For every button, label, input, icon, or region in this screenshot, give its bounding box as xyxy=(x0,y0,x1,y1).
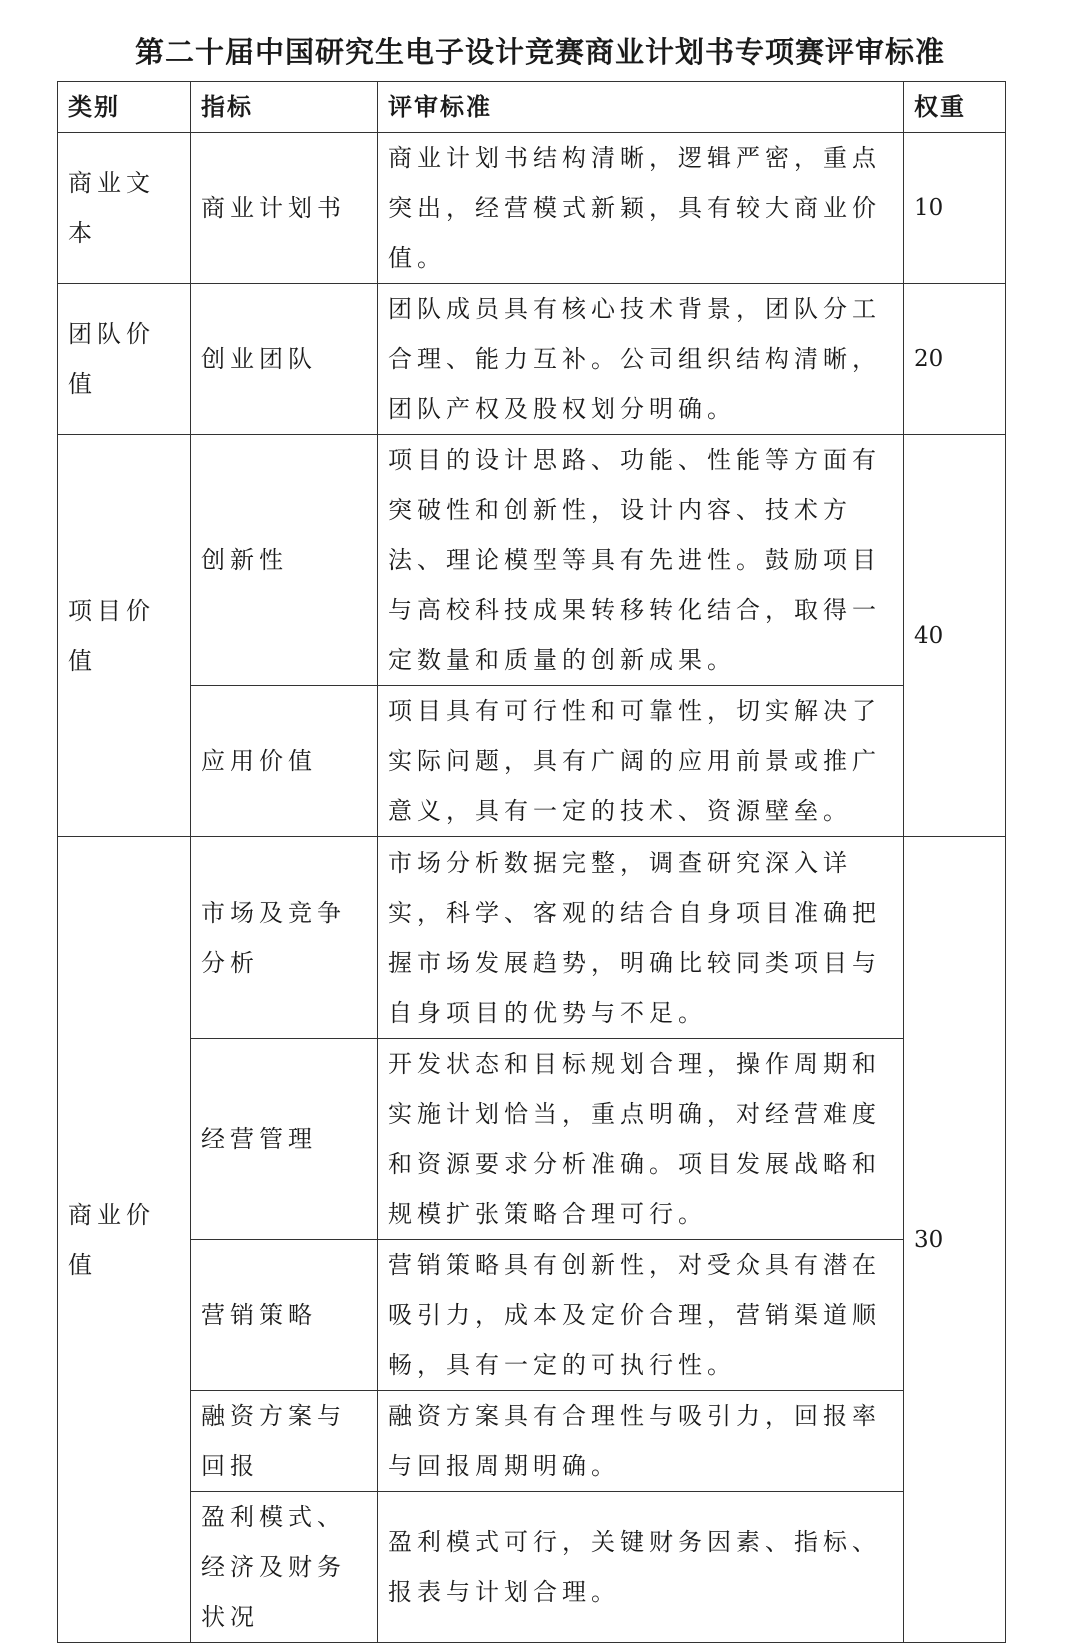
standard-cell: 团队成员具有核心技术背景，团队分工合理、能力互补。公司组织结构清晰，团队产权及股权划分明确。 xyxy=(378,284,904,435)
table-row xyxy=(58,1492,1006,1643)
header-category: 类别 xyxy=(58,82,191,133)
document-title: 第二十届中国研究生电子设计竞赛商业计划书专项赛评审标准 xyxy=(134,35,945,69)
indicator-cell: 创业团队 xyxy=(191,284,378,435)
table-header-row xyxy=(58,82,1006,133)
indicator-cell: 融资方案与回报 xyxy=(191,1391,378,1492)
indicator-cell: 创新性 xyxy=(191,435,378,686)
category-cell: 项目价值 xyxy=(58,435,191,837)
category-cell: 商业文本 xyxy=(58,133,191,284)
standard-cell: 盈利模式可行，关键财务因素、指标、报表与计划合理。 xyxy=(378,1492,904,1643)
header-standard: 评审标准 xyxy=(378,82,904,133)
table-row xyxy=(58,1240,1006,1391)
standard-cell: 营销策略具有创新性，对受众具有潜在吸引力，成本及定价合理，营销渠道顺畅，具有一定的可执行性。 xyxy=(378,1240,904,1391)
standard-cell: 融资方案具有合理性与吸引力，回报率与回报周期明确。 xyxy=(378,1391,904,1492)
table-row xyxy=(58,686,1006,837)
standard-cell: 商业计划书结构清晰，逻辑严密，重点突出，经营模式新颖，具有较大商业价值。 xyxy=(378,133,904,284)
indicator-cell: 盈利模式、经济及财务状况 xyxy=(191,1492,378,1643)
standard-cell: 项目具有可行性和可靠性，切实解决了实际问题，具有广阔的应用前景或推广意义，具有一定的技术、资源壁垒。 xyxy=(378,686,904,837)
weight-cell: 10 xyxy=(904,133,1006,284)
standard-cell: 市场分析数据完整，调查研究深入详实，科学、客观的结合自身项目准确把握市场发展趋势，明确比较同类项目与自身项目的优势与不足。 xyxy=(378,837,904,1039)
standard-cell: 开发状态和目标规划合理，操作周期和实施计划恰当，重点明确，对经营难度和资源要求分析准确。项目发展战略和规模扩张策略合理可行。 xyxy=(378,1039,904,1240)
category-cell: 商业价值 xyxy=(58,837,191,1643)
evaluation-criteria-table xyxy=(57,81,1006,1643)
indicator-cell: 经营管理 xyxy=(191,1039,378,1240)
category-cell: 团队价值 xyxy=(58,284,191,435)
indicator-cell: 应用价值 xyxy=(191,686,378,837)
weight-cell: 30 xyxy=(904,837,1006,1643)
table-row xyxy=(58,1391,1006,1492)
indicator-cell: 商业计划书 xyxy=(191,133,378,284)
table-row xyxy=(58,435,1006,686)
table-row xyxy=(58,133,1006,284)
indicator-cell: 市场及竞争分析 xyxy=(191,837,378,1039)
indicator-cell: 营销策略 xyxy=(191,1240,378,1391)
table-row xyxy=(58,284,1006,435)
header-indicator: 指标 xyxy=(191,82,378,133)
weight-cell: 20 xyxy=(904,284,1006,435)
weight-cell: 40 xyxy=(904,435,1006,837)
table-row xyxy=(58,837,1006,1039)
header-weight: 权重 xyxy=(904,82,1006,133)
table-row xyxy=(58,1039,1006,1240)
standard-cell: 项目的设计思路、功能、性能等方面有突破性和创新性，设计内容、技术方法、理论模型等具有先进性。鼓励项目与高校科技成果转移转化结合，取得一定数量和质量的创新成果。 xyxy=(378,435,904,686)
